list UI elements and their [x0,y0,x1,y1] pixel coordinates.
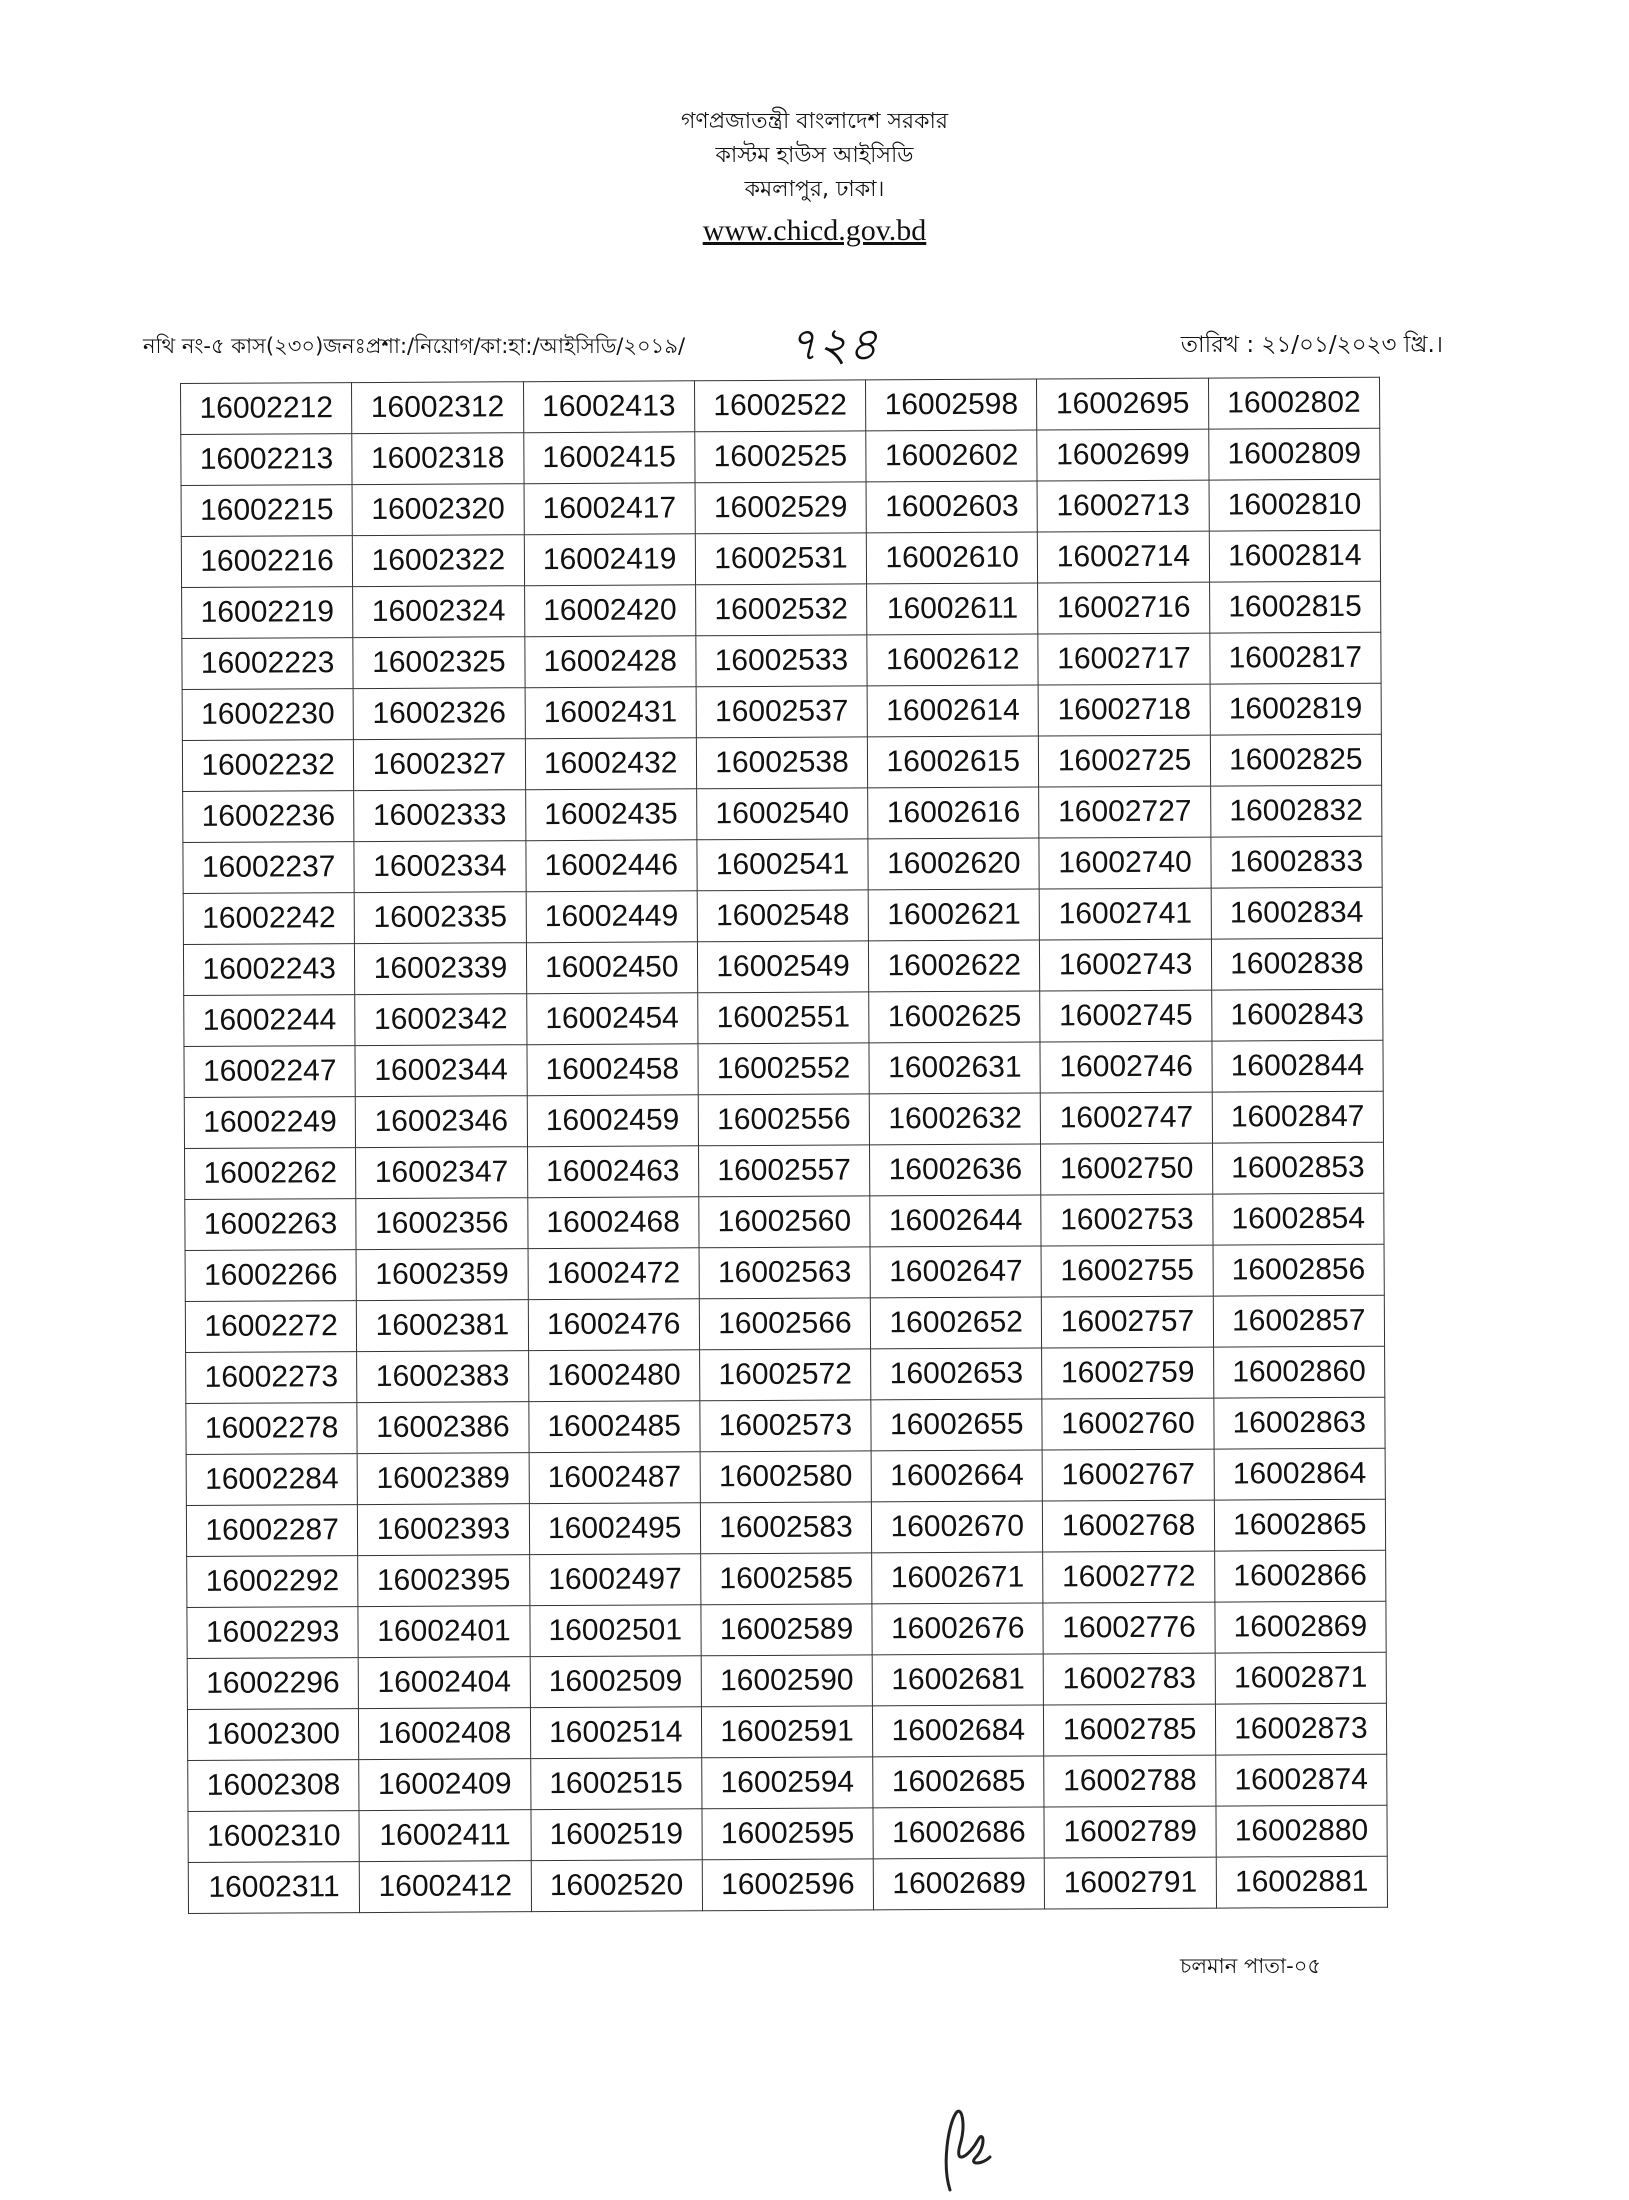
roll-number-cell: 16002501 [529,1605,701,1657]
roll-number-cell: 16002686 [873,1807,1045,1859]
roll-number-cell: 16002873 [1215,1703,1387,1755]
continued-page-note: চলমান পাতা-০৫ [1180,1954,1321,1978]
roll-number-cell: 16002389 [357,1453,529,1505]
roll-number-cell: 16002236 [183,791,355,843]
roll-number-cell: 16002871 [1215,1652,1387,1704]
table-row [182,734,1381,791]
roll-number-cell: 16002622 [869,940,1041,992]
roll-number-cell: 16002386 [357,1402,529,1454]
table-row [183,836,1382,893]
roll-number-cell: 16002339 [355,943,527,995]
roll-number-cell: 16002485 [528,1401,700,1453]
roll-number-cell: 16002413 [523,381,695,433]
roll-number-cell: 16002632 [869,1093,1041,1145]
roll-number-cell: 16002814 [1209,530,1381,582]
website-link[interactable]: www.chicd.gov.bd [702,214,927,247]
roll-number-cell: 16002810 [1209,479,1381,531]
roll-number-cell: 16002223 [182,638,354,690]
roll-number-cell: 16002232 [182,740,354,792]
roll-number-cell: 16002549 [697,941,869,993]
table-row [182,581,1381,638]
roll-number-cell: 16002717 [1038,633,1210,685]
roll-number-cell: 16002540 [696,788,868,840]
roll-number-cell: 16002346 [356,1096,528,1148]
roll-number-cell: 16002213 [181,434,353,486]
roll-number-cell: 16002802 [1208,377,1380,429]
roll-number-cell: 16002572 [699,1349,871,1401]
roll-number-cell: 16002480 [528,1350,700,1402]
roll-number-cell: 16002767 [1043,1449,1215,1501]
roll-number-cell: 16002212 [181,383,353,435]
roll-number-cell: 16002598 [866,379,1038,431]
memo-reference-number: ৭২৪ [788,317,878,371]
table-row [188,1856,1387,1913]
table-row [187,1550,1386,1607]
roll-number-cell: 16002552 [698,1043,870,1095]
signature-mark [920,2095,1000,2195]
roll-number-cell: 16002310 [188,1811,360,1863]
table-row [184,1040,1383,1097]
roll-number-cell: 16002318 [352,433,524,485]
roll-number-cell: 16002419 [524,534,696,586]
roll-number-cell: 16002525 [695,431,867,483]
roll-number-cell: 16002560 [699,1196,871,1248]
roll-number-cell: 16002322 [353,535,525,587]
roll-number-cell: 16002743 [1040,939,1212,991]
roll-number-cell: 16002395 [358,1555,530,1607]
roll-number-cell: 16002670 [871,1501,1043,1553]
roll-number-cell: 16002865 [1214,1499,1386,1551]
roll-number-cell: 16002408 [359,1708,531,1760]
roll-number-cell: 16002450 [526,942,698,994]
roll-number-cell: 16002533 [696,635,868,687]
roll-number-cell: 16002347 [356,1147,528,1199]
roll-number-cell: 16002594 [702,1757,874,1809]
roll-number-cell: 16002614 [867,685,1039,737]
roll-number-cell: 16002557 [698,1145,870,1197]
roll-number-cell: 16002713 [1037,480,1209,532]
roll-number-cell: 16002741 [1040,888,1212,940]
roll-number-cell: 16002681 [872,1654,1044,1706]
roll-number-cell: 16002495 [529,1503,701,1555]
memo-line [143,317,1443,371]
table-row [183,938,1382,995]
roll-number-cell: 16002725 [1039,735,1211,787]
roll-number-cell: 16002603 [866,481,1038,533]
roll-number-cell: 16002335 [354,892,526,944]
roll-number-cell: 16002625 [869,991,1041,1043]
table-row [182,632,1381,689]
roll-number-cell: 16002409 [359,1759,531,1811]
roll-number-cell: 16002716 [1038,582,1210,634]
table-row [187,1601,1386,1658]
table-row [185,1244,1384,1301]
roll-number-cell: 16002585 [700,1553,872,1605]
roll-number-cell: 16002611 [867,583,1039,635]
roll-number-cell: 16002446 [525,840,697,892]
roll-number-cell: 16002487 [529,1452,701,1504]
roll-number-cell: 16002838 [1211,938,1383,990]
roll-number-cell: 16002590 [701,1655,873,1707]
roll-number-cell: 16002401 [358,1606,530,1658]
roll-number-cell: 16002583 [700,1502,872,1554]
memo-date: তারিখ : ২১/০১/২০২৩ খ্রি.। [1180,332,1443,358]
table-row [186,1346,1385,1403]
roll-number-cell: 16002566 [699,1298,871,1350]
roll-number-cell: 16002356 [356,1198,528,1250]
memo-reference: নথি নং-৫ কাস(২৩০)জনঃপ্রশা:/নিয়োগ/কা:হা:/আইসিডি/২০১৯/ [143,334,686,358]
roll-number-cell: 16002326 [353,688,525,740]
roll-number-cell: 16002538 [696,737,868,789]
roll-number-cell: 16002759 [1042,1347,1214,1399]
roll-number-cell: 16002789 [1044,1806,1216,1858]
roll-number-cell: 16002522 [694,380,866,432]
roll-number-cell: 16002293 [187,1607,359,1659]
office-name: কাস্টম হাউস আইসিডি [715,143,914,168]
roll-number-cell: 16002610 [866,532,1038,584]
roll-number-cell: 16002785 [1044,1704,1216,1756]
roll-number-cell: 16002532 [695,584,867,636]
roll-number-cell: 16002847 [1212,1091,1384,1143]
roll-number-cell: 16002783 [1044,1653,1216,1705]
roll-number-cell: 16002573 [700,1400,872,1452]
roll-number-cell: 16002435 [525,789,697,841]
roll-number-cell: 16002300 [187,1709,359,1761]
table-row [182,683,1381,740]
roll-number-cell: 16002284 [186,1454,358,1506]
roll-number-cell: 16002242 [183,893,355,945]
roll-number-cell: 16002631 [869,1042,1041,1094]
roll-number-cell: 16002647 [870,1246,1042,1298]
roll-number-cell: 16002342 [355,994,527,1046]
roll-number-cell: 16002551 [698,992,870,1044]
roll-number-cell: 16002563 [699,1247,871,1299]
roll-number-cell: 16002459 [527,1095,699,1147]
roll-number-cell: 16002791 [1045,1857,1217,1909]
roll-number-cell: 16002428 [524,636,696,688]
roll-number-cell: 16002844 [1212,1040,1384,1092]
roll-number-cell: 16002556 [698,1094,870,1146]
roll-number-cell: 16002417 [524,483,696,535]
table-row [181,530,1380,587]
roll-number-cell: 16002757 [1042,1296,1214,1348]
roll-number-cell: 16002219 [182,587,354,639]
roll-number-cell: 16002653 [871,1348,1043,1400]
roll-number-cell: 16002615 [867,736,1039,788]
roll-number-cell: 16002344 [355,1045,527,1097]
roll-number-cell: 16002415 [523,432,695,484]
roll-number-cell: 16002857 [1213,1295,1385,1347]
roll-number-cell: 16002230 [182,689,354,741]
roll-number-cell: 16002616 [868,787,1040,839]
roll-number-cell: 16002854 [1212,1193,1384,1245]
roll-number-cell: 16002863 [1214,1397,1386,1449]
table-row [181,428,1380,485]
roll-number-cell: 16002671 [872,1552,1044,1604]
table-row [181,479,1380,536]
roll-number-cell: 16002834 [1211,887,1383,939]
roll-number-cell: 16002449 [526,891,698,943]
roll-number-cell: 16002432 [525,738,697,790]
roll-number-cell: 16002699 [1037,429,1209,481]
table-row [187,1652,1386,1709]
roll-number-cell: 16002880 [1216,1805,1388,1857]
roll-number-cell: 16002520 [531,1860,703,1912]
roll-number-cell: 16002334 [354,841,526,893]
roll-number-cell: 16002216 [181,536,353,588]
roll-number-cell: 16002685 [873,1756,1045,1808]
table-row [185,1295,1384,1352]
roll-number-cell: 16002740 [1039,837,1211,889]
table-row [183,887,1382,944]
roll-number-cell: 16002595 [702,1808,874,1860]
roll-number-cell: 16002454 [526,993,698,1045]
table-row [186,1499,1385,1556]
roll-number-cell: 16002591 [701,1706,873,1758]
roll-number-cell: 16002860 [1213,1346,1385,1398]
roll-number-cell: 16002420 [524,585,696,637]
table-row [183,785,1382,842]
roll-number-cell: 16002718 [1038,684,1210,736]
roll-number-cell: 16002856 [1213,1244,1385,1296]
table-row [185,1142,1384,1199]
roll-number-cell: 16002869 [1215,1601,1387,1653]
office-header [0,105,1629,253]
roll-number-cell: 16002819 [1210,683,1382,735]
roll-number-cell: 16002602 [866,430,1038,482]
roll-number-cell: 16002714 [1038,531,1210,583]
roll-number-cell: 16002866 [1214,1550,1386,1602]
roll-number-cell: 16002580 [700,1451,872,1503]
roll-number-cell: 16002636 [870,1144,1042,1196]
roll-number-cell: 16002676 [872,1603,1044,1655]
roll-number-cell: 16002359 [356,1249,528,1301]
roll-number-cell: 16002311 [188,1862,360,1914]
roll-number-cell: 16002263 [185,1199,357,1251]
roll-number-cell: 16002519 [531,1809,703,1861]
roll-number-cell: 16002472 [528,1248,700,1300]
roll-number-cell: 16002308 [188,1760,360,1812]
roll-number-cell: 16002684 [873,1705,1045,1757]
roll-number-cell: 16002833 [1211,836,1383,888]
roll-number-cell: 16002746 [1040,1041,1212,1093]
roll-number-cell: 16002753 [1041,1194,1213,1246]
roll-number-cell: 16002689 [873,1858,1045,1910]
roll-number-cell: 16002468 [527,1197,699,1249]
roll-number-cell: 16002476 [528,1299,700,1351]
roll-number-cell: 16002755 [1041,1245,1213,1297]
roll-number-cell: 16002621 [868,889,1040,941]
roll-number-cell: 16002514 [530,1707,702,1759]
roll-number-cell: 16002881 [1216,1856,1388,1908]
roll-number-cell: 16002262 [185,1148,357,1200]
roll-number-cell: 16002541 [697,839,869,891]
table-row [188,1805,1387,1862]
roll-number-cell: 16002296 [187,1658,359,1710]
roll-number-cell: 16002589 [701,1604,873,1656]
roll-number-cell: 16002383 [357,1351,529,1403]
government-name: গণপ্রজাতন্ত্রী বাংলাদেশ সরকার [680,109,949,134]
roll-number-cell: 16002644 [870,1195,1042,1247]
roll-number-cell: 16002548 [697,890,869,942]
roll-number-cell: 16002612 [867,634,1039,686]
roll-number-cell: 16002620 [868,838,1040,890]
roll-number-cell: 16002463 [527,1146,699,1198]
roll-number-cell: 16002531 [695,533,867,585]
roll-number-cell: 16002760 [1042,1398,1214,1450]
roll-number-cell: 16002515 [530,1758,702,1810]
table-row [186,1448,1385,1505]
table-row [184,1091,1383,1148]
roll-number-cell: 16002874 [1215,1754,1387,1806]
table-row [186,1397,1385,1454]
roll-number-cell: 16002832 [1210,785,1382,837]
roll-number-table-body [181,377,1388,1913]
roll-number-cell: 16002247 [184,1046,356,1098]
roll-number-table [180,377,1388,1914]
roll-number-cell: 16002411 [359,1810,531,1862]
roll-number-cell: 16002843 [1211,989,1383,1041]
roll-number-cell: 16002312 [352,382,524,434]
roll-number-cell: 16002750 [1041,1143,1213,1195]
roll-number-cell: 16002273 [186,1352,358,1404]
roll-number-cell: 16002412 [360,1861,532,1913]
roll-number-cell: 16002272 [185,1301,357,1353]
roll-number-cell: 16002809 [1208,428,1380,480]
roll-number-cell: 16002393 [358,1504,530,1556]
roll-number-cell: 16002745 [1040,990,1212,1042]
roll-number-cell: 16002497 [529,1554,701,1606]
roll-number-cell: 16002768 [1043,1500,1215,1552]
roll-number-cell: 16002815 [1209,581,1381,633]
roll-number-cell: 16002237 [183,842,355,894]
roll-number-cell: 16002596 [702,1859,874,1911]
roll-number-cell: 16002747 [1041,1092,1213,1144]
roll-number-cell: 16002292 [187,1556,359,1608]
roll-number-cell: 16002864 [1214,1448,1386,1500]
roll-number-cell: 16002215 [181,485,353,537]
roll-number-cell: 16002537 [696,686,868,738]
roll-number-cell: 16002381 [357,1300,529,1352]
roll-number-cell: 16002853 [1212,1142,1384,1194]
roll-number-cell: 16002727 [1039,786,1211,838]
roll-number-cell: 16002327 [354,739,526,791]
roll-number-cell: 16002695 [1037,378,1209,430]
roll-number-cell: 16002320 [352,484,524,536]
roll-number-cell: 16002817 [1210,632,1382,684]
roll-number-cell: 16002431 [525,687,697,739]
table-row [184,989,1383,1046]
roll-number-cell: 16002278 [186,1403,358,1455]
roll-number-cell: 16002788 [1044,1755,1216,1807]
roll-number-cell: 16002333 [354,790,526,842]
table-row [185,1193,1384,1250]
roll-number-cell: 16002325 [353,637,525,689]
table-row [188,1754,1387,1811]
roll-number-cell: 16002655 [871,1399,1043,1451]
roll-number-cell: 16002529 [695,482,867,534]
roll-number-cell: 16002509 [530,1656,702,1708]
roll-number-cell: 16002825 [1210,734,1382,786]
table-row [187,1703,1386,1760]
roll-number-cell: 16002324 [353,586,525,638]
roll-number-cell: 16002664 [871,1450,1043,1502]
roll-number-cell: 16002243 [183,944,355,996]
roll-number-cell: 16002249 [184,1097,356,1149]
roll-number-cell: 16002776 [1043,1602,1215,1654]
roll-number-cell: 16002458 [527,1044,699,1096]
roll-number-cell: 16002772 [1043,1551,1215,1603]
table-row [181,377,1380,434]
roll-number-cell: 16002287 [186,1505,358,1557]
roll-number-cell: 16002266 [185,1250,357,1302]
roll-number-cell: 16002652 [870,1297,1042,1349]
roll-number-cell: 16002244 [184,995,356,1047]
office-location: কমলাপুর, ঢাকা। [744,177,885,202]
roll-number-cell: 16002404 [358,1657,530,1709]
